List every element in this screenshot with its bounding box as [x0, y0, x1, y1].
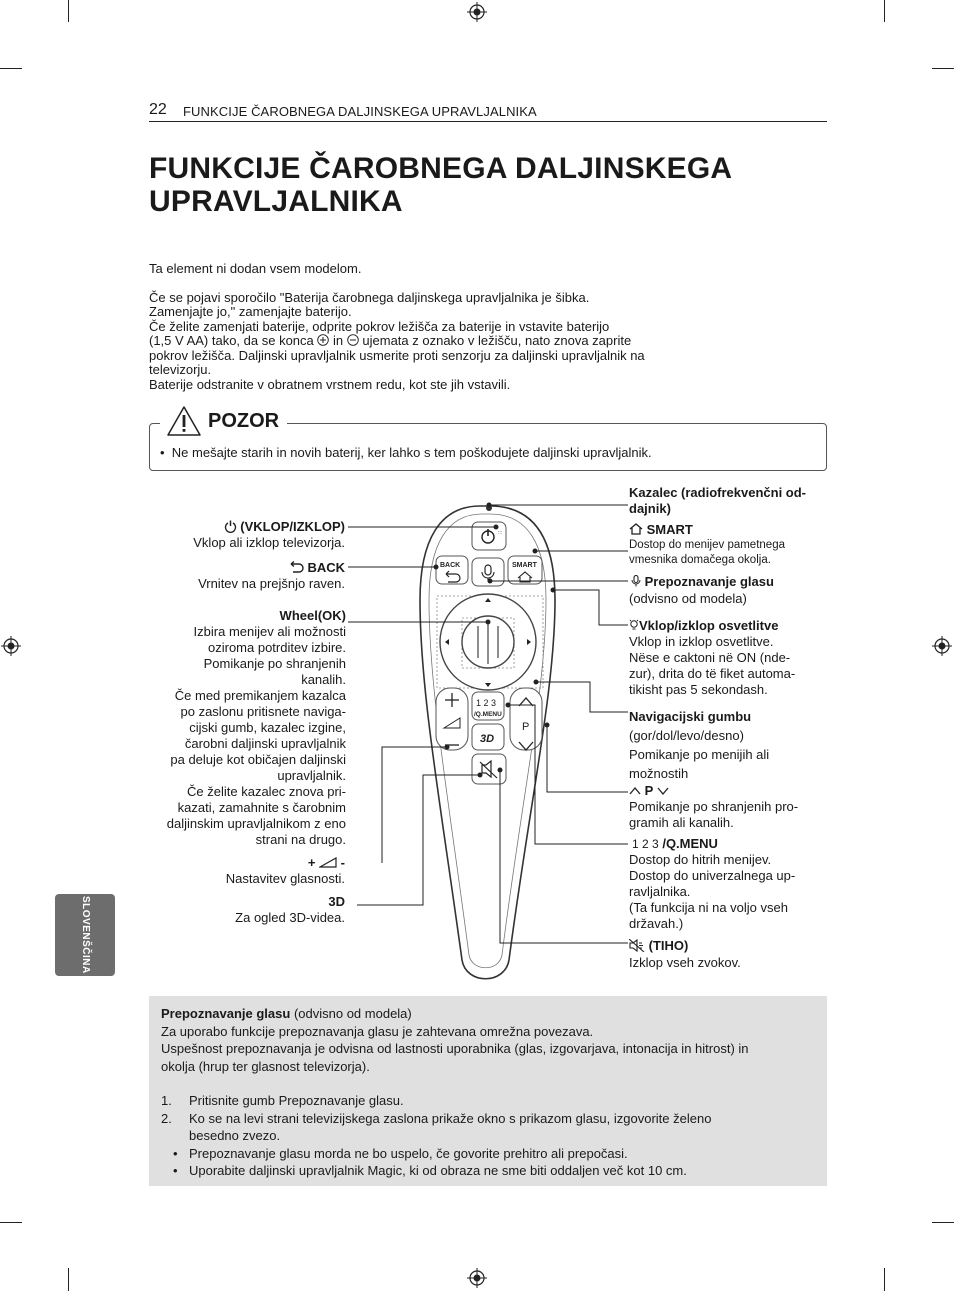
- note-bullet1: • Prepoznavanje glasu morda ne bo uspelo, če govorite prehitro ali prepočasi.: [173, 1145, 628, 1161]
- running-title: FUNKCIJE ČAROBNEGA DALJINSKEGA UPRAVLJALNIKA: [183, 104, 537, 119]
- remote-digits-label: 1 2 3: [476, 698, 497, 708]
- wheel-description-line: Pomikanje po shranjenih: [203, 656, 346, 671]
- volume-icon: [319, 857, 337, 868]
- wheel-description-line: daljinskim upravljalnikom z eno: [166, 816, 346, 831]
- intro-p3-l2: (1,5 V AA) tako, da se konca in ujemata z oznako v ležišču, nato znova zaprite: [149, 333, 632, 348]
- note-l2: Uspešnost prepoznavanja je odvisna od lastnosti uporabnika (glas, izgovarjava, intonacija in hitrost) in: [161, 1041, 749, 1056]
- label-3d: 3D Za ogled 3D-videa.: [235, 894, 345, 925]
- caution-bullet: • Ne mešajte starih in novih baterij, ker lahko s tem poškodujete daljinski upravljalnik.: [160, 445, 652, 460]
- qmenu-description-line: Dostop do univerzalnega up-: [629, 868, 796, 883]
- backlight-description-line: zur), drita do të fiket automa-: [629, 666, 796, 681]
- label-wheel: Wheel(OK) Izbira menijev ali možnosti oziroma potrditev izbire. Pomikanje po shranjenih kanalih. Če med premikanjem kazalca po zaslonu pritisnete naviga- cijski gumb, kazalec izgine, čarobni daljinski upravljalnik pa deluje kot običajen daljinski upravljalnik. Če želite kazalec znova pri- kazati, zamahnite s čarobnim daljinskim upravljalnikom z eno strani na drugo.: [130, 608, 346, 848]
- wheel-description-line: čarobni daljinski upravljalnik: [184, 736, 346, 751]
- page-title-line2: UPRAVLJALNIKA: [149, 185, 403, 218]
- wheel-description-line: cijski gumb, kazalec izgine,: [189, 720, 346, 735]
- intro-p1: Ta element ni dodan vsem modelom.: [149, 261, 362, 276]
- wheel-description-line: pa deluje kot običajen daljinski: [170, 752, 346, 767]
- power-button: [472, 522, 506, 550]
- navigation-description-line: (gor/dol/levo/desno): [629, 728, 744, 743]
- intro-p3-l1: Če želite zamenjati baterije, odprite pokrov ležišča za baterije in vstavite baterijo: [149, 318, 610, 334]
- label-backlight: Vklop/izklop osvetlitve Vklop in izklop osvetlitve. Nëse e caktoni në ON (nde- zur), drita do të fiket automa- tikisht pas 5 sekondash.: [629, 618, 829, 698]
- intro-p2-l2: Zamenjajte jo," zamenjajte baterijo.: [149, 304, 352, 319]
- backlight-description-line: tikisht pas 5 sekondash.: [629, 682, 768, 697]
- qmenu-description: [629, 852, 829, 932]
- remote-qmenu-label: /Q.MENU: [474, 711, 502, 718]
- bullet-icon: •: [173, 1145, 178, 1161]
- qmenu-description-line: državah.): [629, 916, 684, 931]
- note-l1: Za uporabo funkcije prepoznavanja glasu je zahtevana omrežna povezava.: [161, 1023, 594, 1039]
- wheel-description-line: po zaslonu pritisnete naviga-: [180, 704, 346, 719]
- remote-back-label: BACK: [440, 562, 461, 569]
- chevron-down-icon: [657, 787, 669, 795]
- label-program: P Pomikanje po shranjenih pro- gramih ali kanalih.: [629, 783, 829, 831]
- label-power: (VKLOP/IZKLOP) Vklop ali izklop televizorja.: [193, 519, 345, 550]
- note-l3: okolja (hrup ter glasnost televizorja).: [161, 1058, 370, 1074]
- label-voice: Prepoznavanje glasu (odvisno od modela): [629, 574, 774, 606]
- wheel-description-line: Če želite kazalec znova pri-: [187, 784, 346, 799]
- note-step1: 1. Pritisnite gumb Prepoznavanje glasu.: [161, 1093, 404, 1108]
- wheel-description-line: Izbira menijev ali možnosti: [193, 624, 346, 639]
- backlight-description: [629, 634, 829, 698]
- remote-p-label: P: [522, 721, 530, 733]
- program-description-line: Pomikanje po shranjenih pro-: [629, 799, 799, 814]
- navigation-description-line: možnostih: [629, 766, 689, 781]
- bullet-icon: •: [160, 445, 165, 460]
- qmenu-description-line: Dostop do hitrih menijev.: [629, 852, 772, 867]
- intro-p2-l1: Če se pojavi sporočilo "Baterija čarobnega daljinskega upravljalnika je šibka.: [149, 289, 590, 305]
- label-pointer: Kazalec (radiofrekvenčni od- dajnik): [629, 485, 806, 516]
- wheel-description: [130, 624, 346, 848]
- backlight-description-line: Nëse e caktoni në ON (nde-: [629, 650, 791, 665]
- label-navigation: Navigacijski gumbu (gor/dol/levo/desno) Pomikanje po menijih ali možnostih: [629, 707, 829, 783]
- language-tab-label: SLOVENŠČINA: [80, 896, 91, 974]
- chevron-up-icon: [629, 787, 641, 795]
- label-qmenu: 1 2 3 /Q.MENU Dostop do hitrih menijev. Dostop do univerzalnega up- ravljalnika. (Ta funkcija ni na voljo vseh državah.): [629, 836, 829, 932]
- label-mute: (TIHO) Izklop vseh zvokov.: [629, 938, 741, 970]
- power-icon: [224, 520, 237, 533]
- navigation-description-line: Pomikanje po menijih ali: [629, 747, 770, 762]
- page-number: 22: [149, 101, 167, 118]
- lightbulb-icon: [629, 619, 639, 631]
- navigation-description: [629, 726, 829, 783]
- smart-button: [508, 556, 542, 584]
- note-bullet2: • Uporabite daljinski upravljalnik Magic, ki od obraza ne sme biti oddaljen več kot 10 cm.: [173, 1163, 687, 1178]
- program-description: [629, 799, 829, 831]
- label-volume: + - Nastavitev glasnosti.: [225, 855, 345, 886]
- caution-title: POZOR: [208, 409, 280, 432]
- wheel-description-line: upravljalnik.: [277, 768, 346, 783]
- backlight-description-line: Vklop in izklop osvetlitve.: [629, 634, 774, 649]
- back-icon: [288, 561, 304, 573]
- note-title: Prepoznavanje glasu (odvisno od modela): [161, 1006, 412, 1021]
- bullet-icon: •: [173, 1163, 178, 1178]
- note-step2: 2. Ko se na levi strani televizijskega zaslona prikaže okno s prikazom glasu, izgovorite želeno besedno zvezo.: [161, 1110, 712, 1143]
- wheel-description-line: Če med premikanjem kazalca: [174, 688, 346, 703]
- qmenu-description-line: ravljalnika.: [629, 884, 691, 899]
- wheel-description-line: strani na drugo.: [255, 832, 346, 847]
- remote-three-d-label: 3D: [480, 733, 495, 745]
- intro-p3-l4: televizorju.: [149, 362, 212, 377]
- svg-text::::: :::: [498, 530, 503, 536]
- wheel-description-line: kanalih.: [301, 672, 346, 687]
- wheel-description-line: oziroma potrditev izbire.: [208, 640, 346, 655]
- program-description-line: gramih ali kanalih.: [629, 815, 734, 830]
- voice-note-box: [149, 996, 827, 1186]
- label-smart: SMART Dostop do menijev pametnega vmesnika domačega okolja.: [629, 522, 785, 566]
- mute-icon: [629, 939, 645, 952]
- remote-smart-label: SMART: [512, 562, 537, 569]
- microphone-icon: [631, 575, 641, 587]
- intro-p3-l3: pokrov ležišča. Daljinski upravljalnik usmerite proti senzorju za daljinski upravljalnik na: [149, 347, 645, 363]
- wheel-description-line: kazati, zamahnite s čarobnim: [177, 800, 346, 815]
- back-button: [436, 556, 468, 584]
- label-back: BACK Vrnitev na prejšnjo raven.: [198, 560, 345, 591]
- intro-p4: Baterije odstranite v obratnem vrstnem redu, kot ste jih vstavili.: [149, 376, 511, 392]
- page-title-line1: FUNKCIJE ČAROBNEGA DALJINSKEGA: [149, 152, 733, 185]
- home-icon: [629, 523, 643, 535]
- qmenu-description-line: (Ta funkcija ni na voljo vseh: [629, 900, 788, 915]
